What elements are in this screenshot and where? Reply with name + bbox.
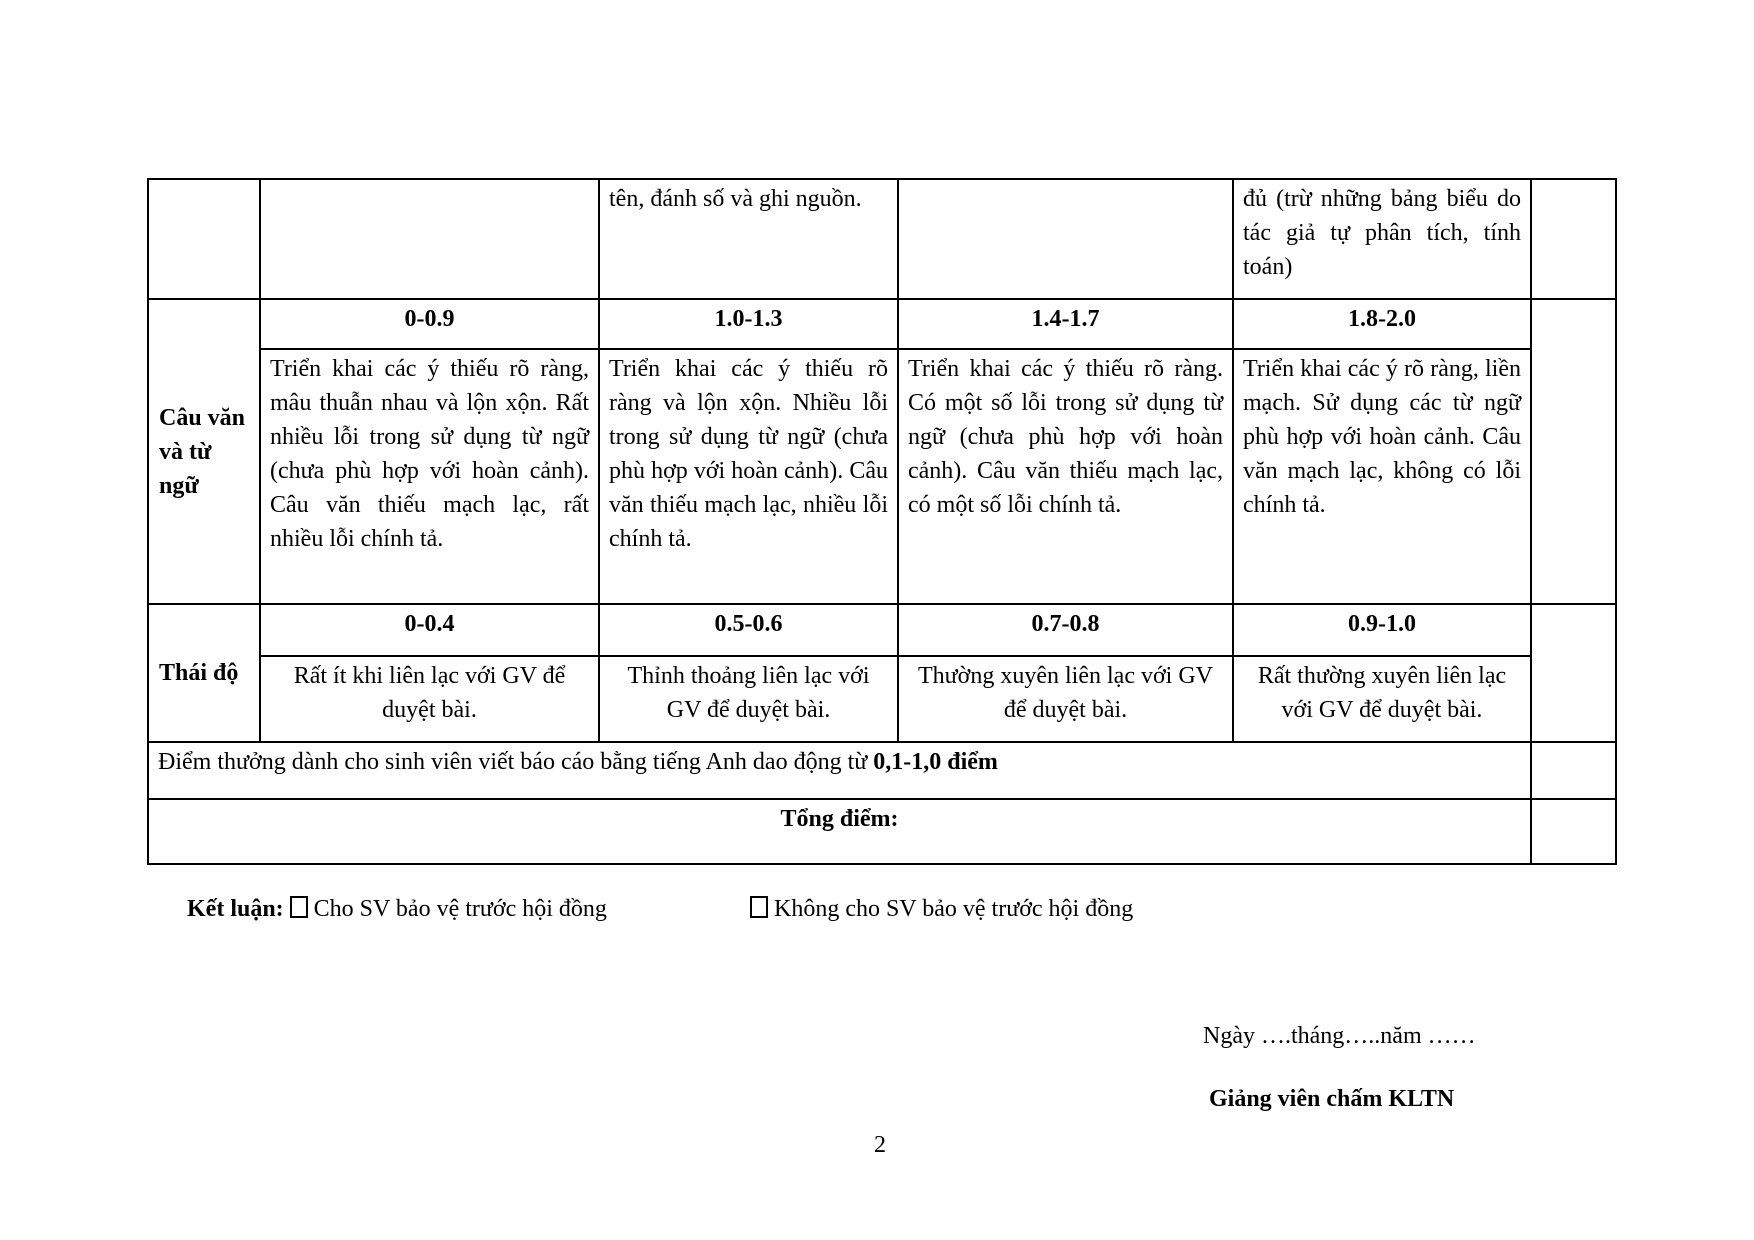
page-number: 2 [874, 1132, 886, 1158]
range-label: 0-0.4 [260, 604, 599, 656]
rubric-cell [898, 179, 1233, 299]
score-cell [1531, 179, 1616, 299]
checkbox-icon[interactable] [290, 896, 308, 918]
score-cell[interactable] [1531, 742, 1616, 799]
continued-row [148, 179, 1616, 299]
conclusion-line [187, 894, 607, 924]
description-cell: Triển khai các ý thiếu rõ ràng. Có một số lỗi trong sử dụng từ ngữ (chưa phù hợp với hoàn cảnh). Câu văn thiếu mạch lạc, có một số lỗi chính tả. [898, 349, 1233, 604]
total-row [148, 799, 1616, 864]
checkbox-icon[interactable] [750, 896, 768, 918]
range-label: 0-0.9 [260, 299, 599, 349]
description-cell: Triển khai các ý thiếu rõ ràng và lộn xộn. Nhiều lỗi trong sử dụng từ ngữ (chưa phù hợp với hoàn cảnh). Câu văn thiếu mạch lạc, nhiều lỗi chính tả. [599, 349, 898, 604]
option-yes-label: Cho SV bảo vệ trước hội đồng [313, 896, 607, 922]
range-label: 1.4-1.7 [898, 299, 1233, 349]
rubric-cell [260, 179, 599, 299]
score-cell[interactable] [1531, 604, 1616, 742]
description-row [148, 656, 1616, 742]
range-header-row [148, 299, 1616, 349]
description-cell: Rất thường xuyên liên lạc với GV để duyệt bài. [1233, 656, 1531, 742]
rubric-cell: đủ (trừ những bảng biểu do tác giả tự phân tích, tính toán) [1233, 179, 1531, 299]
range-label: 1.8-2.0 [1233, 299, 1531, 349]
range-label: 0.7-0.8 [898, 604, 1233, 656]
range-label: 0.9-1.0 [1233, 604, 1531, 656]
date-line: Ngày ….tháng…..năm …… [1203, 1023, 1476, 1049]
total-label: Tổng điểm: [148, 799, 1531, 864]
bonus-range: 0,1-1,0 điểm [873, 749, 998, 775]
description-cell: Thỉnh thoảng liên lạc với GV để duyệt bài. [599, 656, 898, 742]
range-header-row [148, 604, 1616, 656]
description-cell: Triển khai các ý thiếu rõ ràng, mâu thuẫn nhau và lộn xộn. Rất nhiều lỗi trong sử dụng từ ngữ (chưa phù hợp với hoàn cảnh). Câu văn thiếu mạch lạc, rất nhiều lỗi chính tả. [260, 349, 599, 604]
bonus-row [148, 742, 1616, 799]
score-cell[interactable] [1531, 299, 1616, 604]
description-row [148, 349, 1616, 604]
total-score-cell[interactable] [1531, 799, 1616, 864]
criterion-cell [148, 179, 260, 299]
description-cell: Triển khai các ý rõ ràng, liền mạch. Sử dụng các từ ngữ phù hợp với hoàn cảnh. Câu văn mạch lạc, không có lỗi chính tả. [1233, 349, 1531, 604]
bonus-cell [148, 742, 1531, 799]
range-label: 1.0-1.3 [599, 299, 898, 349]
signer-title: Giảng viên chấm KLTN [1209, 1086, 1455, 1112]
criterion-label: Câu văn và từ ngữ [148, 299, 260, 604]
range-label: 0.5-0.6 [599, 604, 898, 656]
criterion-label: Thái độ [148, 604, 260, 742]
option-no-label: Không cho SV bảo vệ trước hội đồng [774, 896, 1134, 922]
grading-rubric-table [147, 178, 1617, 865]
rubric-cell: tên, đánh số và ghi nguồn. [599, 179, 898, 299]
description-cell: Rất ít khi liên lạc với GV để duyệt bài. [260, 656, 599, 742]
description-cell: Thường xuyên liên lạc với GV để duyệt bài. [898, 656, 1233, 742]
bonus-text: Điểm thưởng dành cho sinh viên viết báo cáo bằng tiếng Anh dao động từ [158, 749, 874, 775]
conclusion-label: Kết luận: [187, 896, 284, 922]
conclusion-option-no [750, 894, 1133, 924]
